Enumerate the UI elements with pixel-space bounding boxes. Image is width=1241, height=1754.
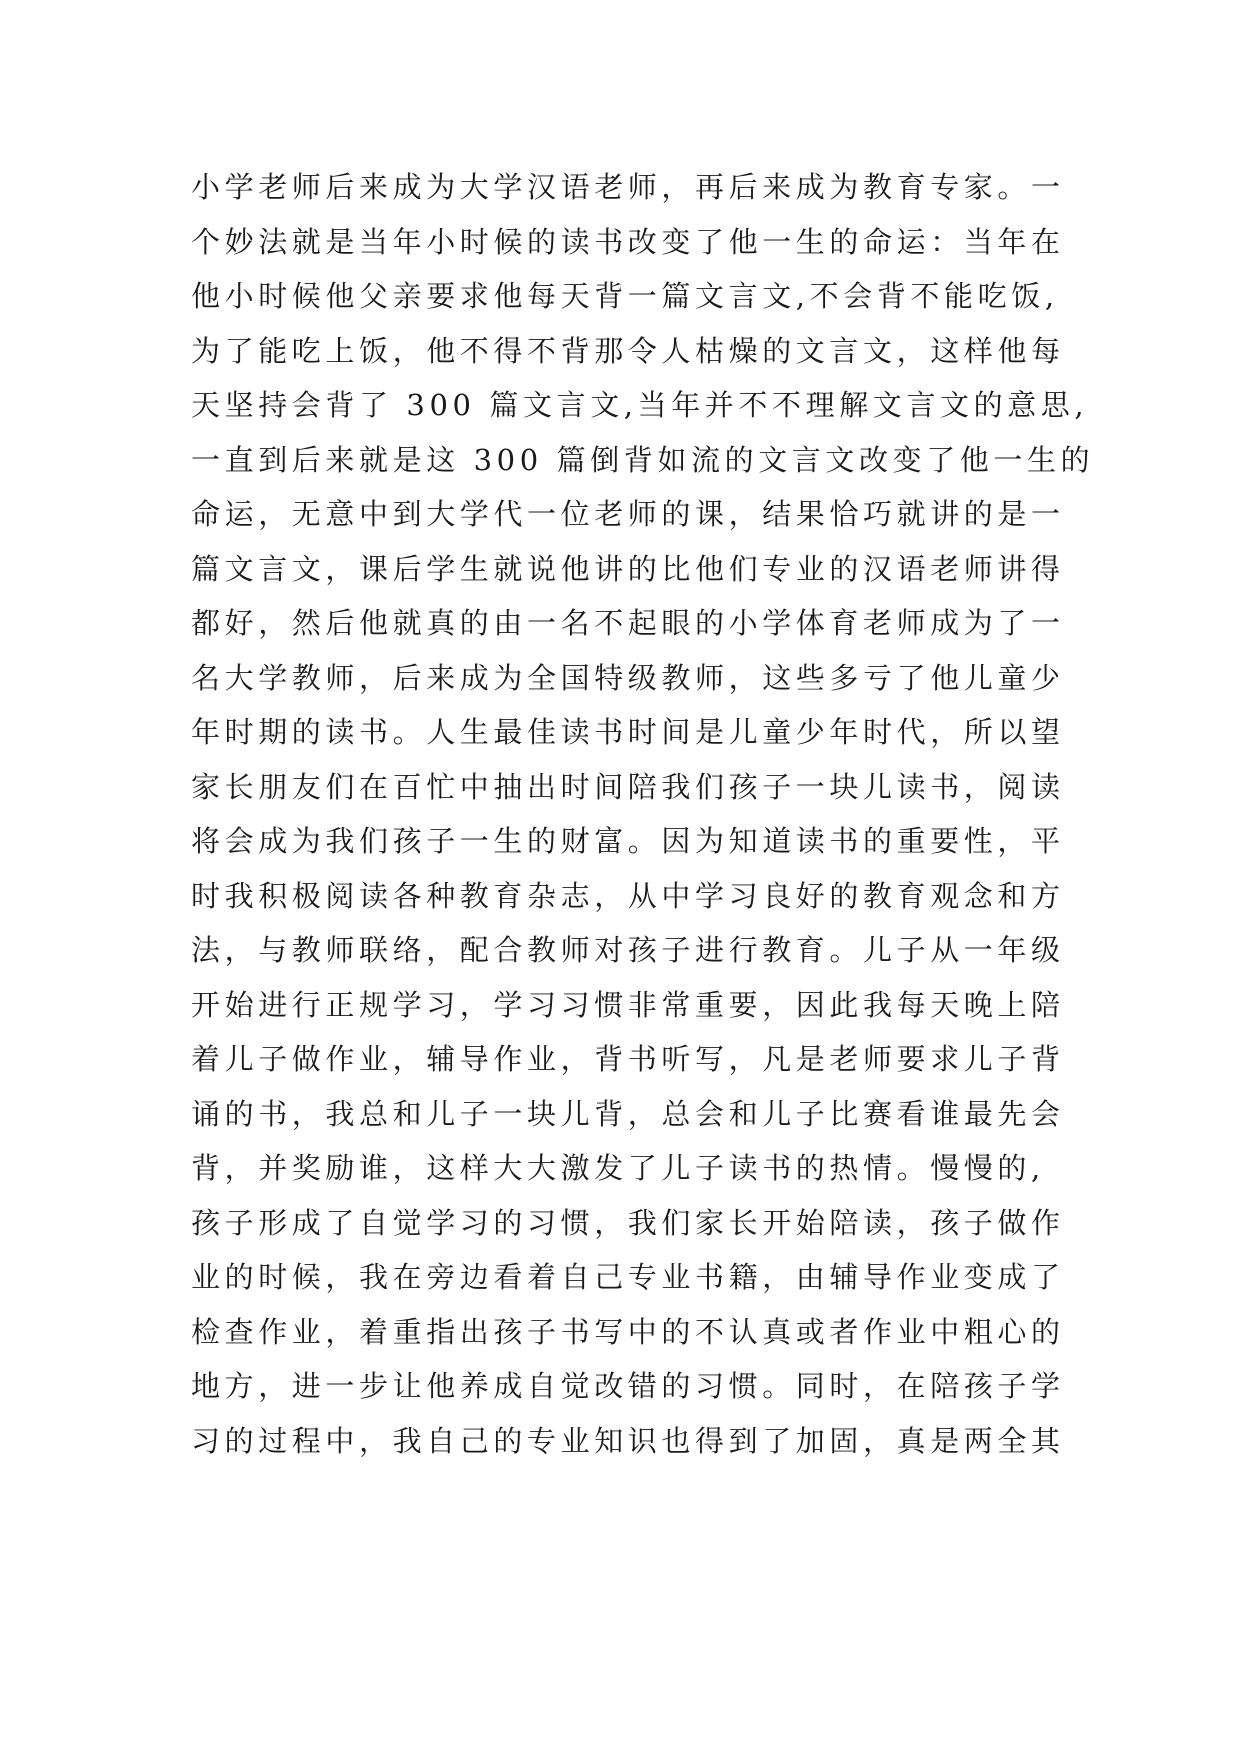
- text-line: 名大学教师，后来成为全国特级教师，这些多亏了他儿童少: [191, 660, 1065, 695]
- text-line: 他小时候他父亲要求他每天背一篇文言文,不会背不能吃饭,: [191, 279, 1059, 313]
- text-line: 将会成为我们孩子一生的财富。因为知道读书的重要性，平: [191, 824, 1065, 858]
- text-line: 着儿子做作业，辅导作业，背书听写，凡是老师要求儿子背: [191, 1042, 1065, 1076]
- text-line: 一直到后来就是这 300 篇倒背如流的文言文改变了他一生的: [191, 442, 1095, 477]
- text-line: 习的过程中，我自己的专业知识也得到了加固，真是两全其: [191, 1423, 1065, 1458]
- text-line: 小学老师后来成为大学汉语老师，再后来成为教育专家。一: [191, 170, 1065, 204]
- text-line: 家长朋友们在百忙中抽出时间陪我们孩子一块儿读书，阅读: [191, 769, 1065, 804]
- text-line: 个妙法就是当年小时候的读书改变了他一生的命运：当年在: [191, 224, 1065, 259]
- text-line: 时我积极阅读各种教育杂志，从中学习良好的教育观念和方: [191, 878, 1065, 913]
- body-paragraph: [191, 160, 1095, 1468]
- text-line: 法，与教师联络，配合教师对孩子进行教育。儿子从一年级: [191, 933, 1065, 967]
- text-line: 命运，无意中到大学代一位老师的课，结果恰巧就讲的是一: [191, 497, 1065, 531]
- text-line: 诵的书，我总和儿子一块儿背，总会和儿子比赛看谁最先会: [191, 1096, 1065, 1131]
- text-line: 检查作业，着重指出孩子书写中的不认真或者作业中粗心的: [191, 1314, 1065, 1349]
- text-line: 天坚持会背了 300 篇文言文,当年并不不理解文言文的意思,: [191, 388, 1089, 422]
- text-line: 都好，然后他就真的由一名不起眼的小学体育老师成为了一: [191, 606, 1065, 640]
- text-line: 开始进行正规学习，学习习惯非常重要，因此我每天晚上陪: [191, 987, 1065, 1022]
- text-line: 为了能吃上饭，他不得不背那令人枯燥的文言文，这样他每: [191, 333, 1065, 368]
- text-line: 背，并奖励谁，这样大大激发了儿子读书的热情。慢慢的,: [191, 1151, 1045, 1185]
- text-line: 业的时候，我在旁边看着自己专业书籍，由辅导作业变成了: [191, 1260, 1065, 1294]
- text-line: 地方，进一步让他养成自觉改错的习惯。同时，在陪孩子学: [191, 1369, 1065, 1403]
- text-line: 孩子形成了自觉学习的习惯，我们家长开始陪读，孩子做作: [191, 1205, 1065, 1240]
- text-line: 篇文言文，课后学生就说他讲的比他们专业的汉语老师讲得: [191, 551, 1065, 586]
- text-line: 年时期的读书。人生最佳读书时间是儿童少年时代，所以望: [191, 715, 1065, 749]
